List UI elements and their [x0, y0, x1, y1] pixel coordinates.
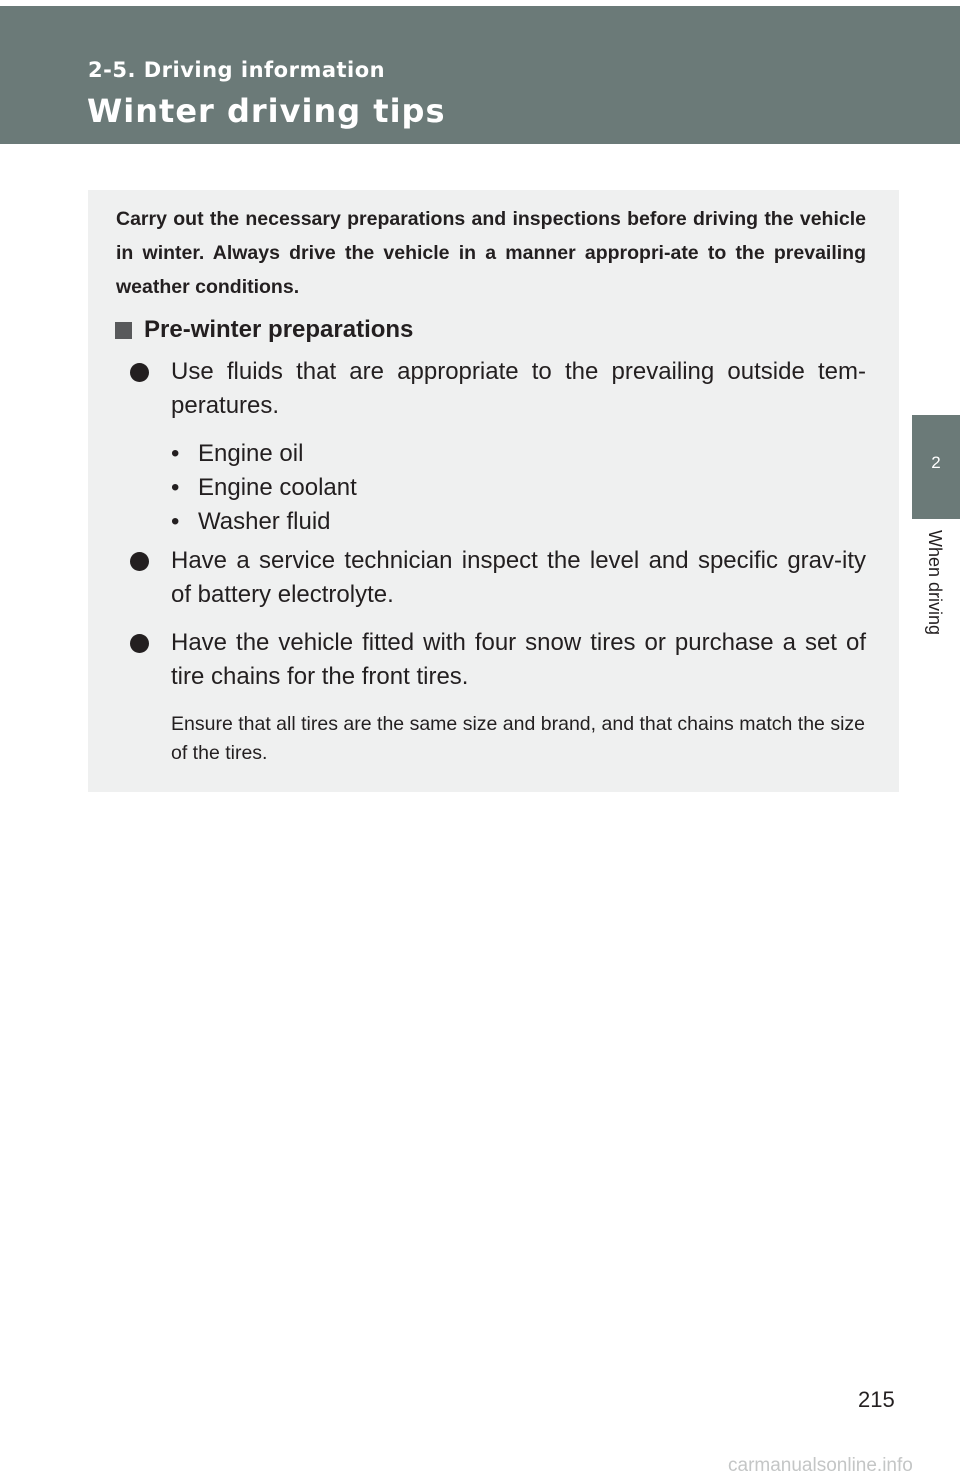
bullet-text: Use fluids that are appropriate to the prevailing outside tem-peratures.	[171, 358, 866, 419]
intro-text: Carry out the necessary preparations and inspections before driving the vehicle in winter. Always drive the vehicle in a manner appropri-ate to the prevailing weather conditions.	[116, 208, 866, 298]
section-heading-text: Pre-winter preparations	[144, 316, 414, 343]
bullet-item	[130, 626, 866, 694]
small-dot-icon: •	[171, 440, 180, 467]
bullet-text: Have a service technician inspect the level and specific grav-ity of battery electrolyte.	[171, 547, 866, 608]
page-number: 215	[858, 1387, 895, 1412]
round-bullet-icon	[130, 552, 149, 571]
chapter-tab-label: When driving	[925, 530, 945, 636]
fluid-item-text: Engine coolant	[198, 474, 357, 501]
fluid-item	[171, 505, 331, 539]
small-dot-icon: •	[171, 508, 180, 535]
bullet-item	[130, 355, 866, 423]
fluid-item-text: Engine oil	[198, 440, 304, 467]
fluid-item	[171, 437, 303, 471]
page-title: Winter driving tips	[87, 92, 446, 130]
fluid-item	[171, 471, 357, 505]
section-label: 2-5. Driving information	[88, 58, 386, 82]
small-dot-icon: •	[171, 474, 180, 501]
round-bullet-icon	[130, 634, 149, 653]
watermark: carmanualsonline.info	[728, 1455, 913, 1476]
bullet-item	[130, 544, 866, 612]
note-text: Ensure that all tires are the same size and brand, and that chains match the size of the tires.	[171, 713, 865, 764]
round-bullet-icon	[130, 363, 149, 382]
bullet-text: Have the vehicle fitted with four snow tires or purchase a set of tire chains for the front tires.	[171, 629, 866, 690]
fluid-item-text: Washer fluid	[198, 508, 331, 535]
section-heading	[115, 316, 413, 344]
square-bullet-icon	[115, 322, 132, 339]
chapter-tab-number: 2	[912, 415, 960, 519]
